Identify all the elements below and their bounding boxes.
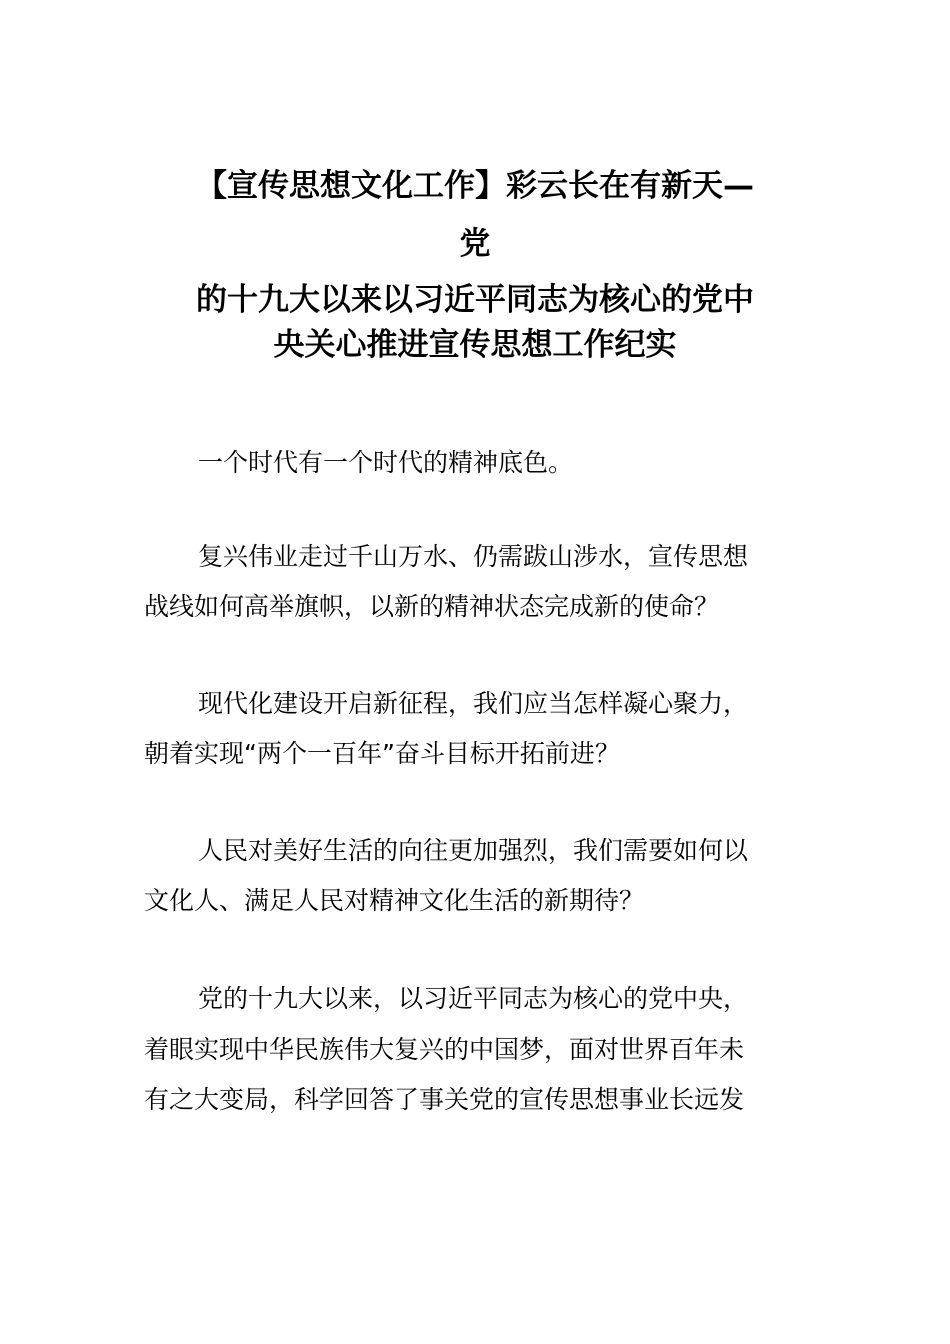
document-title-line-4: 央关心推进宣传思想工作纪实 [273,327,677,363]
paragraph-5-line-3: 有之大变局，科学回答了事关党的宣传思想事业长远发 [144,1085,745,1114]
document-title-line-3: 的十九大以来以习近平同志为核心的党中 [196,282,754,318]
paragraph-2-line-1: 复兴伟业走过千山万水、仍需跋山涉水，宣传思想 [198,542,749,571]
paragraph-5-line-2: 着眼实现中华民族伟大复兴的中国梦，面对世界百年未 [144,1035,745,1064]
paragraph-3-line-2: 朝着实现“两个一百年”奋斗目标开拓前进？ [144,739,620,768]
paragraph-2-line-2: 战线如何高举旗帜，以新的精神状态完成新的使命？ [144,592,720,621]
document-title-line-2: 党 [459,226,491,262]
paragraph-5-line-1: 党的十九大以来，以习近平同志为核心的党中央， [198,984,749,1013]
paragraph-4-line-2: 文化人、满足人民对精神文化生活的新期待？ [144,886,645,915]
paragraph-1-line-1: 一个时代有一个时代的精神底色。 [198,448,574,477]
paragraph-3-line-1: 现代化建设开启新征程，我们应当怎样凝心聚力， [198,689,749,718]
paragraph-4-line-1: 人民对美好生活的向往更加强烈，我们需要如何以 [198,836,749,865]
document-title-line-1: 【宣传思想文化工作】彩云长在有新天— [196,168,754,204]
